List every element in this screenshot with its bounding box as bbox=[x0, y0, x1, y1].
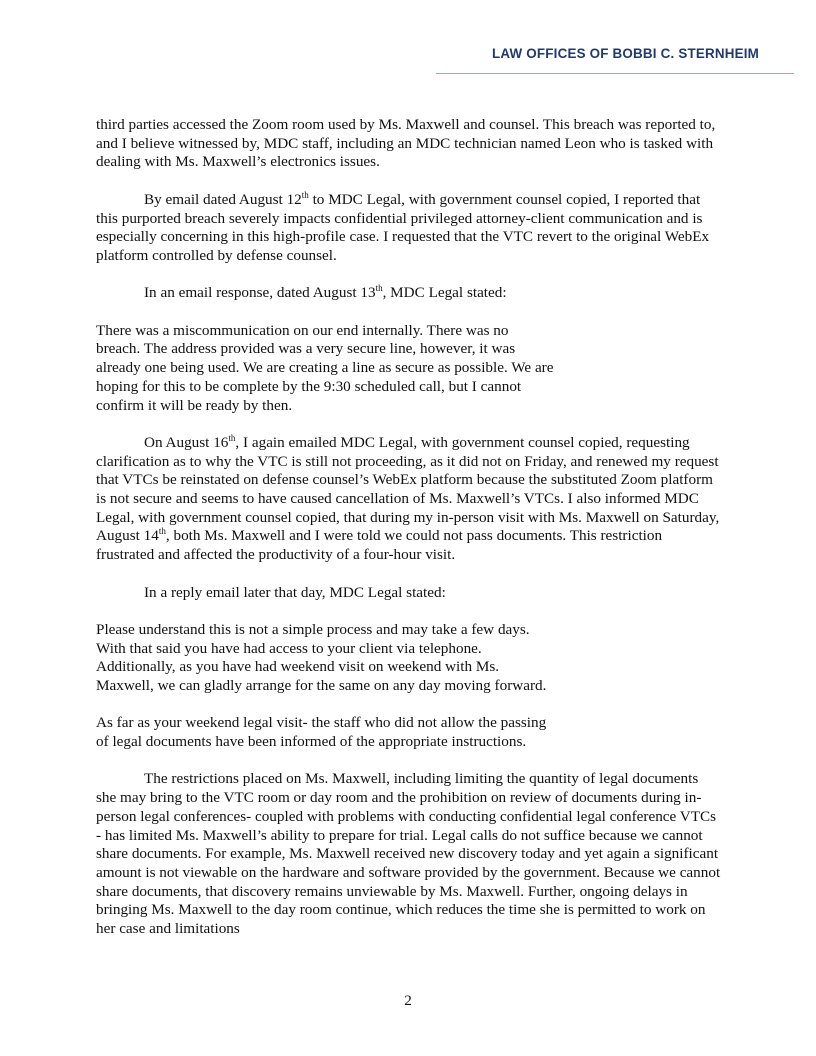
paragraph-text: , both Ms. Maxwell and I were told we could not pass documents. This restriction frustrated and affected the productivity of a four-hour visit. bbox=[96, 527, 663, 564]
paragraph-text: On August 16 bbox=[144, 433, 229, 451]
paragraph-continuation: third parties accessed the Zoom room used by Ms. Maxwell and counsel. This breach was reported to, and I believe witnessed by, MDC staff, including an MDC technician named Leon who is tasked with dealing with Ms. Maxwell’s electronics issues. bbox=[96, 116, 716, 171]
paragraph-text: By email dated August 12 bbox=[144, 190, 302, 208]
block-quote-mdc-legal-1: There was a miscommunication on our end internally. There was no breach. The address provided was a very secure line, however, it was already one being used. We are creating a line as secure as possible. We are hoping for this to be complete by the 9:30 scheduled call, but I cannot confirm it will be ready by then. bbox=[96, 321, 554, 414]
page-number: 2 bbox=[404, 992, 412, 1009]
letterhead-rule bbox=[436, 73, 794, 74]
paragraph-restrictions: The restrictions placed on Ms. Maxwell, including limiting the quantity of legal documents she may bring to the VTC room or day room and the prohibition on review of documents during in-person legal conferences- coupled with problems with conducting confidential legal conference VTCs - has limited Ms. Maxwell’s ability to prepare for trial. Legal calls do not suffice because we cannot share documents. For example, Ms. Maxwell received new discovery today and yet again a significant amount is not viewable on the hardware and software provided by the government. Because we cannot share documents, that discovery remains unviewable by Ms. Maxwell. Further, ongoing delays in bringing Ms. Maxwell to the day room continue, which reduces the time she is permitted to work on her case and limitations bbox=[96, 770, 721, 938]
block-quote-mdc-legal-2: Please understand this is not a simple process and may take a few days. With that said you have had access to your client via telephone. Additionally, as you have had weekend visit on weekend with Ms. Maxwell, we can gladly arrange for the same on any day moving forward. bbox=[96, 620, 547, 694]
paragraph-text: , I again emailed MDC Legal, with government counsel copied, requesting clarification as to why the VTC is still not proceeding, as it did not on Friday, and renewed my request that VTCs be reinstated on defense counsel’s WebEx platform because the substituted Zoom platform is not secure and seems to have caused cancellation of Ms. Maxwell’s VTCs. I also informed MDC Legal, with government counsel copied, that during my in-person visit with Ms. Maxwell on Saturday, August 14 bbox=[96, 433, 720, 545]
paragraph-text: , MDC Legal stated: bbox=[382, 284, 507, 302]
ordinal-suffix: th bbox=[375, 283, 383, 294]
paragraph-text: In an email response, dated August 13 bbox=[144, 284, 376, 302]
ordinal-suffix: th bbox=[301, 189, 309, 200]
paragraph-august-16 bbox=[96, 434, 721, 565]
ordinal-suffix: th bbox=[158, 526, 166, 537]
paragraph-reply-intro: In a reply email later that day, MDC Legal stated: bbox=[144, 583, 446, 601]
ordinal-suffix: th bbox=[228, 432, 236, 443]
letterhead bbox=[436, 46, 759, 61]
block-quote-mdc-legal-3: As far as your weekend legal visit- the staff who did not allow the passing of legal documents have been informed of the appropriate instructions. bbox=[96, 714, 547, 751]
paragraph-text: to MDC Legal, with government counsel copied, I reported that this purported breach severely impacts confidential privileged attorney-client communication and is especially concerning in this high-profile case. I requested that the VTC revert to the original WebEx platform controlled by defense counsel. bbox=[96, 190, 710, 264]
paragraph-email-report bbox=[96, 191, 721, 266]
letterhead-title: LAW OFFICES OF BOBBI C. STERNHEIM bbox=[492, 46, 759, 61]
letter-body bbox=[96, 116, 721, 939]
paragraph-email-response-intro bbox=[96, 284, 721, 303]
